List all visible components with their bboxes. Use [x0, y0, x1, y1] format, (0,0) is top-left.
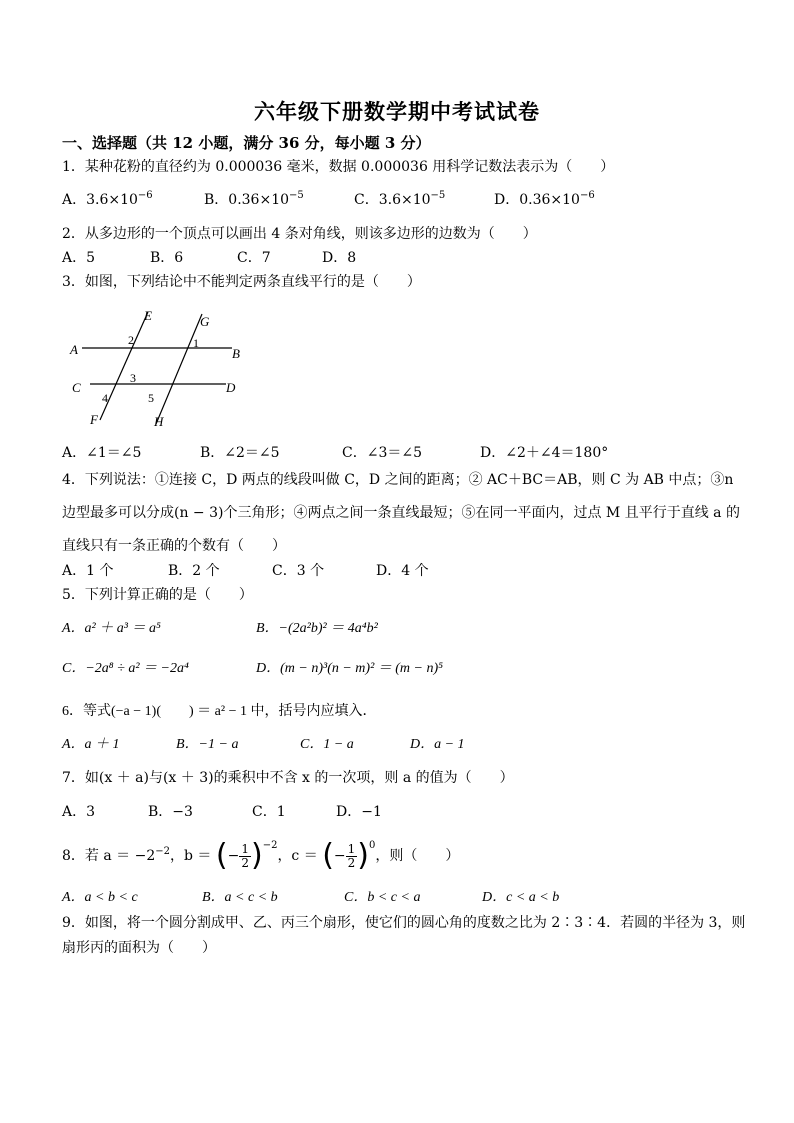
option-d: D．∠2＋∠4＝180°	[480, 445, 609, 461]
option-d: D．4 个	[376, 563, 429, 579]
option-c: C．1 − a	[300, 737, 354, 752]
option-b: B．∠2＝∠5	[200, 445, 280, 461]
page-title: 六年级下册数学期中考试试卷	[254, 99, 540, 124]
label-e: E	[144, 308, 152, 323]
option-c: C．b < c < a	[344, 890, 421, 905]
option-b: B．a < c < b	[202, 890, 278, 905]
label-h: H	[154, 414, 164, 428]
angle-1-label: 1	[193, 336, 199, 350]
section-heading: 一、选择题（共 12 小题，满分 36 分，每小题 3 分）	[62, 134, 431, 152]
option-d: D．(m − n)³(n − m)² ＝ (m − n)⁵	[256, 661, 444, 676]
fraction-half: $\frac{1}{2}$	[241, 841, 249, 870]
question-2-stem: 2．从多边形的一个顶点可以画出 4 条对角线，则该多边形的边数为（ ）	[62, 226, 537, 242]
option-b: B．$0.36\times 10^{-5}$	[204, 190, 304, 208]
option-b: B．−1 − a	[176, 737, 239, 752]
option-b: B．2 个	[168, 563, 220, 579]
angle-4-label: 4	[102, 391, 108, 405]
option-c: C．∠3＝∠5	[342, 445, 422, 461]
parallel-lines-figure	[68, 304, 248, 428]
option-a: A．a² ＋ a³ ＝ a⁵	[62, 621, 161, 636]
question-1-stem: 1．某种花粉的直径约为 0.000036 毫米，数据 0.000036 用科学记数法表示为（ ）	[62, 159, 615, 175]
option-a: A．$3.6\times 10^{-6}$	[62, 190, 153, 208]
option-c: C．$3.6\times 10^{-5}$	[354, 190, 446, 208]
angle-2-label: 2	[128, 333, 134, 347]
question-9-line-2: 扇形丙的面积为（ ）	[62, 940, 216, 956]
question-4-line-2: 边型最多可以分成(n − 3)个三角形；④两点之间一条直线最短；⑤在同一平面内，过点 M 且平行于直线 a 的	[62, 505, 740, 521]
question-5-stem: 5．下列计算正确的是（ ）	[62, 587, 253, 603]
option-a: A．a < b < c	[62, 890, 138, 905]
option-d: D．8	[322, 250, 357, 266]
label-d: D	[226, 380, 236, 395]
label-a: A	[70, 342, 78, 357]
label-b: B	[232, 346, 240, 361]
option-c: C．1	[252, 804, 286, 820]
option-b: B．−3	[148, 804, 193, 820]
question-3-stem: 3．如图，下列结论中不能判定两条直线平行的是（ ）	[62, 274, 421, 290]
option-d: D．−1	[336, 804, 382, 820]
label-c: C	[72, 380, 81, 395]
question-4-line-1: 4．下列说法：①连接 C，D 两点的线段叫做 C，D 之间的距离；② AC＋BC＝AB，则 C 为 AB 中点；③n	[62, 472, 734, 488]
option-d: D．a − 1	[410, 737, 465, 752]
angle-5-label: 5	[148, 391, 154, 405]
option-a: A．∠1＝∠5	[62, 445, 142, 461]
question-9-line-1: 9．如图，将一个圆分割成甲、乙、丙三个扇形，使它们的圆心角的度数之比为 2∶3∶4．若圆的半径为 3，则	[62, 915, 746, 931]
option-c: C．7	[237, 250, 271, 266]
question-4-line-3: 直线只有一条正确的个数有（ ）	[62, 538, 286, 554]
option-a: A．a ＋ 1	[62, 737, 120, 752]
option-a: A．1 个	[62, 563, 114, 579]
option-c: C．3 个	[272, 563, 325, 579]
angle-3-label: 3	[130, 371, 136, 385]
fraction-half: $\frac{1}{2}$	[347, 841, 356, 870]
question-6-stem: 6．等式(−a − 1)( ) ＝ a² − 1 中，括号内应填入．	[62, 704, 377, 719]
option-a: A．3	[62, 804, 96, 820]
option-b: B．−(2a²b)² ＝ 4a⁴b²	[256, 621, 378, 636]
label-f: F	[90, 412, 98, 427]
option-d: D．$0.36\times 10^{-6}$	[494, 190, 595, 208]
option-a: A．5	[62, 250, 96, 266]
question-7-stem: 7．如(x ＋ a)与(x ＋ 3)的乘积中不含 x 的一次项，则 a 的值为（ ）	[62, 770, 514, 786]
label-g: G	[200, 314, 210, 329]
option-b: B．6	[150, 250, 184, 266]
question-8-stem: 8．若 $a = -2^{-2}$，b ＝ (− $\frac{1}{2}$ )$^{-2}$，c ＝ (− $\frac{1}{2}$ )$^0$，则（ ）	[62, 838, 460, 873]
option-c: C．−2a⁸ ÷ a² ＝ −2a⁴	[62, 661, 189, 676]
option-d: D．c < a < b	[482, 890, 560, 905]
line-gh	[156, 314, 202, 424]
